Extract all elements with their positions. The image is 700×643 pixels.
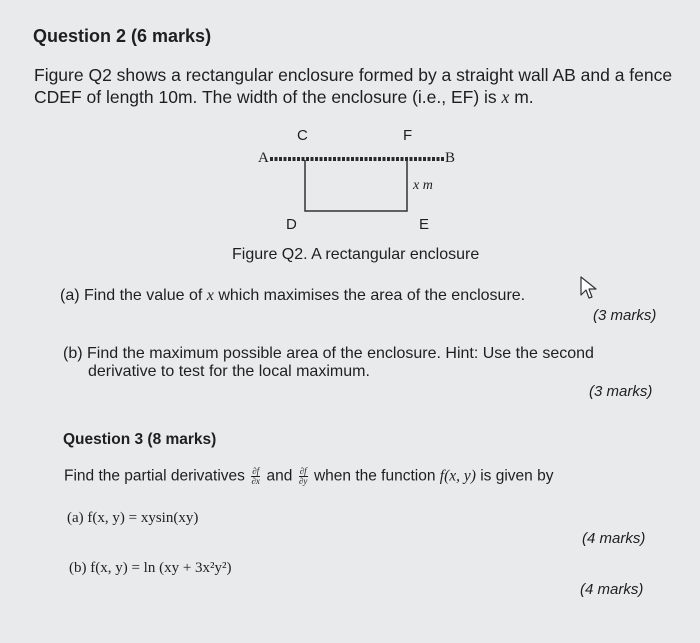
fence-cdef bbox=[305, 160, 407, 211]
question-2-title: Question 2 (6 marks) bbox=[33, 26, 212, 46]
mouse-pointer-icon bbox=[579, 275, 599, 301]
figure-label-e: E bbox=[419, 216, 430, 233]
figure-label-c: C bbox=[297, 127, 308, 144]
question-2-intro-line-2: CDEF of length 10m. The width of the enclosure (i.e., EF) is x m. bbox=[34, 87, 534, 107]
question-2-part-a-marks: (3 marks) bbox=[593, 307, 657, 324]
partial-f-over-y: $\frac{\partial f}{\partial y}$ bbox=[298, 466, 308, 486]
question-3-intro: Find the partial derivatives $\frac{\partial f}{\partial x}$ and $\frac{\partial f}{\partial y}$ when the function f(x, y) is given by bbox=[64, 466, 554, 486]
question-2-intro bbox=[34, 64, 672, 108]
figure-caption: Figure Q2. A rectangular enclosure bbox=[232, 246, 480, 263]
figure-label-b: B bbox=[445, 150, 456, 166]
figure-label-a: A bbox=[258, 150, 269, 166]
width-variable: x bbox=[501, 87, 510, 107]
figure-label-d: D bbox=[286, 216, 297, 233]
question-2-part-a: (a) Find the value of x which maximises the area of the enclosure. bbox=[60, 287, 526, 304]
figure-label-f: F bbox=[403, 127, 413, 144]
partial-f-over-x: $\frac{\partial f}{\partial x}$ bbox=[251, 466, 260, 486]
question-3-title: Question 3 (8 marks) bbox=[63, 431, 217, 448]
question-2-intro-line-1: Figure Q2 shows a rectangular enclosure formed by a straight wall AB and a fence bbox=[34, 65, 673, 85]
question-3-part-a: (a) f(x, y) = xysin(xy) bbox=[67, 510, 199, 526]
question-2-part-b: (b) Find the maximum possible area of the enclosure. Hint: Use the second derivative to test for the local maximum. bbox=[63, 345, 594, 380]
question-3-part-a-marks: (4 marks) bbox=[582, 530, 646, 547]
figure-width-label: x m bbox=[413, 178, 433, 193]
question-3-part-b-marks: (4 marks) bbox=[580, 581, 644, 598]
question-3-part-b: (b) f(x, y) = ln (xy + 3x²y²) bbox=[69, 560, 232, 576]
question-2-part-b-marks: (3 marks) bbox=[589, 383, 653, 400]
